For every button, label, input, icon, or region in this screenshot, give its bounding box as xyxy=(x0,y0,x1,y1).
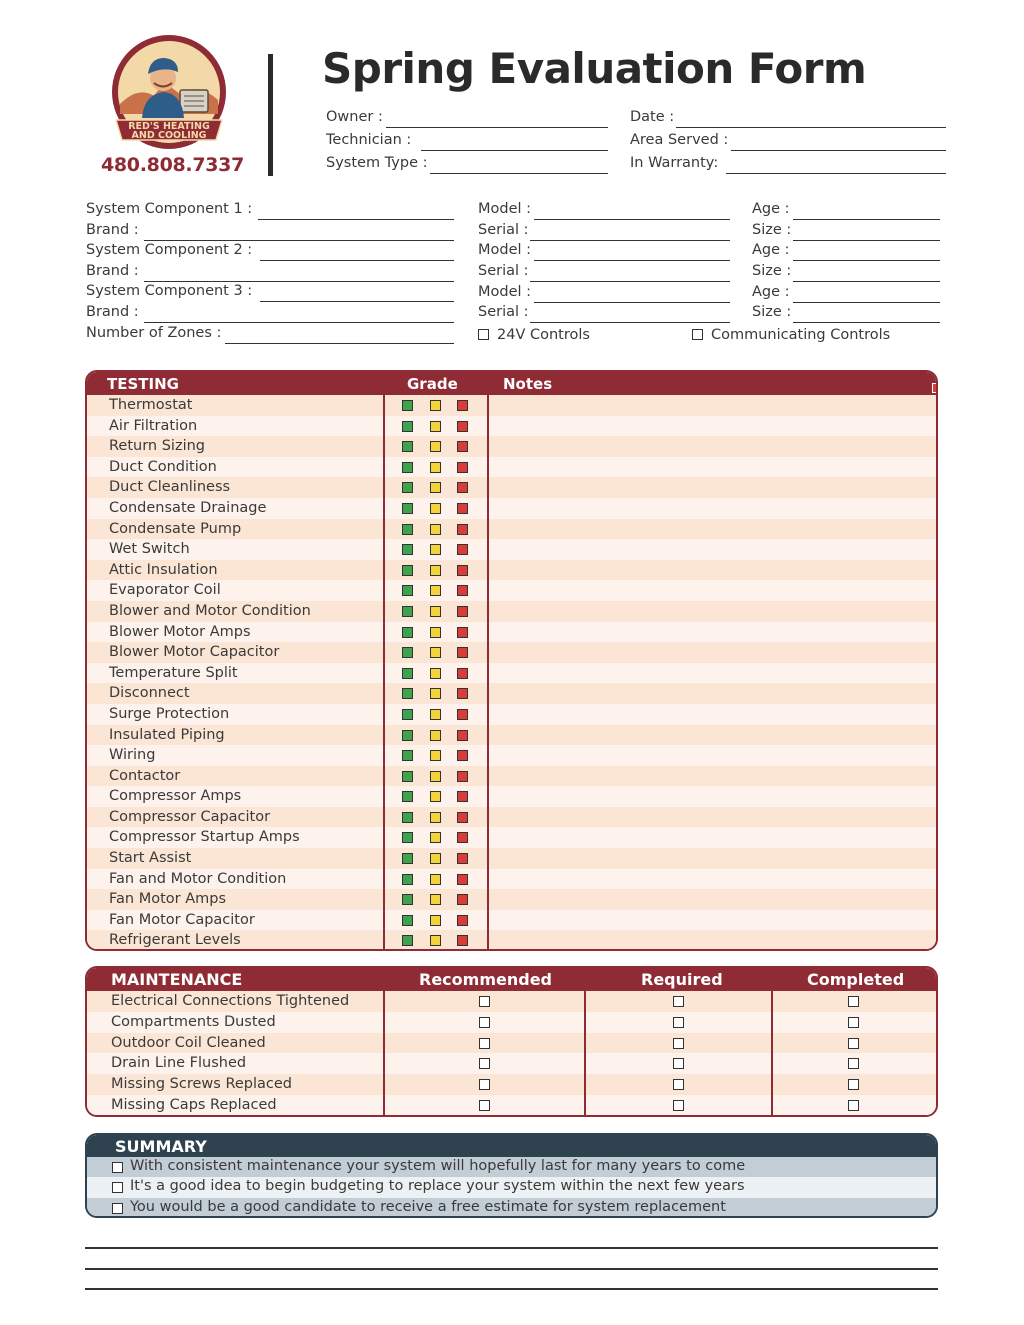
fail-checkbox[interactable] xyxy=(457,688,468,699)
pass-checkbox[interactable] xyxy=(402,606,413,617)
caution-checkbox[interactable] xyxy=(430,585,441,596)
recommended-checkbox[interactable] xyxy=(479,1058,490,1069)
caution-checkbox[interactable] xyxy=(430,400,441,411)
pass-checkbox[interactable] xyxy=(402,627,413,638)
required-checkbox[interactable] xyxy=(673,1017,684,1028)
fail-checkbox[interactable] xyxy=(457,524,468,535)
fail-checkbox[interactable] xyxy=(457,565,468,576)
pass-checkbox[interactable] xyxy=(402,791,413,802)
system-component-2-label: System Component 2 : xyxy=(86,242,253,258)
area-served-line xyxy=(731,150,946,152)
caution-checkbox[interactable] xyxy=(430,441,441,452)
pass-checkbox[interactable] xyxy=(402,894,413,905)
serial-2-field[interactable] xyxy=(478,262,730,282)
completed-checkbox[interactable] xyxy=(848,1038,859,1049)
controls-24v-label: 24V Controls xyxy=(497,327,590,343)
model-3-label: Model : xyxy=(478,284,532,300)
summary-option-label: You would be a good candidate to receive a free estimate for system replacement xyxy=(130,1198,726,1215)
completed-checkbox[interactable] xyxy=(848,1058,859,1069)
pass-checkbox[interactable] xyxy=(402,544,413,555)
recommended-checkbox[interactable] xyxy=(479,1038,490,1049)
brand-3-field[interactable] xyxy=(86,303,454,323)
maintenance-item-label: Compartments Dusted xyxy=(111,1013,276,1030)
caution-checkbox[interactable] xyxy=(430,812,441,823)
summary-option[interactable] xyxy=(87,1157,936,1177)
required-checkbox[interactable] xyxy=(673,1079,684,1090)
header-divider xyxy=(268,54,273,176)
maintenance-row xyxy=(87,1053,936,1074)
brand-2-field[interactable] xyxy=(86,262,454,282)
field-line xyxy=(260,301,454,303)
controls-24v-checkbox[interactable] xyxy=(478,329,489,340)
pass-checkbox[interactable] xyxy=(402,915,413,926)
age-2-field[interactable] xyxy=(752,241,940,261)
caution-checkbox[interactable] xyxy=(430,771,441,782)
testing-row xyxy=(87,663,936,684)
recommended-checkbox[interactable] xyxy=(479,1079,490,1090)
serial-1-field[interactable] xyxy=(478,221,730,241)
fail-checkbox[interactable] xyxy=(457,791,468,802)
testing-row xyxy=(87,498,936,519)
summary-rows xyxy=(87,1157,936,1218)
testing-item-label: Evaporator Coil xyxy=(109,582,221,599)
fail-checkbox[interactable] xyxy=(457,441,468,452)
logo-text-line1: RED'S HEATING xyxy=(128,121,210,132)
testing-item-label: Start Assist xyxy=(109,850,192,867)
summary-option[interactable] xyxy=(87,1198,936,1218)
testing-item-label: Wet Switch xyxy=(109,541,190,558)
grade-column-divider xyxy=(383,395,385,949)
size-2-field[interactable] xyxy=(752,262,940,282)
testing-row xyxy=(87,930,936,951)
testing-row xyxy=(87,683,936,704)
model-1-field[interactable] xyxy=(478,200,730,220)
testing-row xyxy=(87,539,936,560)
pass-checkbox[interactable] xyxy=(402,585,413,596)
testing-item-label: Blower Motor Amps xyxy=(109,623,251,640)
caution-checkbox[interactable] xyxy=(430,503,441,514)
testing-item-label: Surge Protection xyxy=(109,705,230,722)
brand-2-label: Brand : xyxy=(86,263,139,279)
fail-checkbox[interactable] xyxy=(457,647,468,658)
pass-checkbox[interactable] xyxy=(402,441,413,452)
completed-heading: Completed xyxy=(807,970,905,989)
logo-text-line2: AND COOLING xyxy=(131,130,207,141)
recommended-column-divider xyxy=(383,991,385,1115)
caution-checkbox[interactable] xyxy=(430,688,441,699)
in-warranty-field[interactable] xyxy=(630,154,946,174)
maintenance-row xyxy=(87,1095,936,1116)
date-label: Date : xyxy=(630,109,675,125)
testing-row xyxy=(87,601,936,622)
fail-checkbox[interactable] xyxy=(457,730,468,741)
recommended-checkbox[interactable] xyxy=(479,1017,490,1028)
pass-checkbox[interactable] xyxy=(402,668,413,679)
maintenance-header xyxy=(87,968,936,991)
size-1-field[interactable] xyxy=(752,221,940,241)
fail-checkbox[interactable] xyxy=(457,709,468,720)
age-3-field[interactable] xyxy=(752,283,940,303)
required-checkbox[interactable] xyxy=(673,996,684,1007)
pass-checkbox[interactable] xyxy=(402,832,413,843)
required-checkbox[interactable] xyxy=(673,1038,684,1049)
notes-line[interactable] xyxy=(85,1247,938,1249)
summary-checkbox[interactable] xyxy=(112,1182,123,1193)
maintenance-item-label: Missing Screws Replaced xyxy=(111,1076,293,1093)
testing-row xyxy=(87,642,936,663)
field-line xyxy=(260,260,454,262)
number-of-zones-label: Number of Zones : xyxy=(86,325,222,341)
testing-item-label: Contactor xyxy=(109,767,181,784)
completed-checkbox[interactable] xyxy=(848,1079,859,1090)
testing-item-label: Blower and Motor Condition xyxy=(109,602,311,619)
system-type-field[interactable] xyxy=(326,154,608,174)
testing-item-label: Thermostat xyxy=(109,397,193,413)
testing-row xyxy=(87,395,936,416)
testing-row xyxy=(87,457,936,478)
system-component-1-label: System Component 1 : xyxy=(86,201,253,217)
required-column-divider xyxy=(584,991,586,1115)
recommended-heading: Recommended xyxy=(419,970,552,989)
maintenance-table xyxy=(85,966,938,1117)
caution-checkbox[interactable] xyxy=(430,730,441,741)
pass-checkbox[interactable] xyxy=(402,421,413,432)
model-2-field[interactable] xyxy=(478,241,730,261)
caution-checkbox[interactable] xyxy=(430,421,441,432)
maintenance-rows xyxy=(87,991,936,1116)
caution-checkbox[interactable] xyxy=(430,935,441,946)
maintenance-item-label: Missing Caps Replaced xyxy=(111,1096,277,1113)
field-line xyxy=(258,219,454,221)
testing-row xyxy=(87,477,936,498)
fail-checkbox[interactable] xyxy=(457,421,468,432)
field-line xyxy=(793,281,940,283)
required-heading: Required xyxy=(641,970,723,989)
maintenance-item-label: Electrical Connections Tightened xyxy=(111,993,350,1009)
summary-section xyxy=(85,1133,938,1218)
testing-row xyxy=(87,869,936,890)
caution-checkbox[interactable] xyxy=(430,544,441,555)
age-2-label: Age : xyxy=(752,242,790,258)
field-line xyxy=(144,322,454,324)
testing-row xyxy=(87,436,936,457)
field-line xyxy=(793,260,940,262)
recommended-checkbox[interactable] xyxy=(479,1100,490,1111)
number-of-zones-field[interactable] xyxy=(86,324,454,344)
testing-row xyxy=(87,745,936,766)
technician-label: Technician : xyxy=(326,132,412,148)
testing-row xyxy=(87,807,936,828)
in-warranty-label: In Warranty: xyxy=(630,155,719,171)
model-2-label: Model : xyxy=(478,242,532,258)
maintenance-row xyxy=(87,1074,936,1095)
testing-item-label: Condensate Pump xyxy=(109,520,242,537)
caution-checkbox[interactable] xyxy=(430,750,441,761)
testing-item-label: Attic Insulation xyxy=(109,561,218,578)
testing-item-label: Insulated Piping xyxy=(109,726,225,743)
testing-item-label: Temperature Split xyxy=(109,664,238,681)
caution-checkbox[interactable] xyxy=(430,565,441,576)
testing-row xyxy=(87,416,936,437)
phone-number: 480.808.7337 xyxy=(100,154,245,176)
serial-3-field[interactable] xyxy=(478,303,730,323)
notes-heading: Notes xyxy=(503,375,553,393)
testing-item-label: Compressor Capacitor xyxy=(109,808,271,825)
fail-checkbox[interactable] xyxy=(457,544,468,555)
technician-field[interactable] xyxy=(326,131,608,151)
testing-item-label: Refrigerant Levels xyxy=(109,932,241,949)
testing-item-label: Fan and Motor Condition xyxy=(109,870,287,887)
testing-item-label: Blower Motor Capacitor xyxy=(109,644,280,661)
maintenance-item-label: Outdoor Coil Cleaned xyxy=(111,1034,266,1051)
testing-heading: TESTING xyxy=(107,375,179,393)
system-type-label: System Type : xyxy=(326,155,428,171)
testing-row xyxy=(87,580,936,601)
fail-checkbox[interactable] xyxy=(457,606,468,617)
testing-row xyxy=(87,519,936,540)
completed-checkbox[interactable] xyxy=(848,1017,859,1028)
pass-checkbox[interactable] xyxy=(402,812,413,823)
field-line xyxy=(530,281,730,283)
pass-checkbox[interactable] xyxy=(402,524,413,535)
testing-row xyxy=(87,766,936,787)
fail-checkbox[interactable] xyxy=(457,832,468,843)
testing-row xyxy=(87,827,936,848)
summary-heading: SUMMARY xyxy=(115,1137,207,1156)
summary-option-label: It's a good idea to begin budgeting to replace your system within the next few years xyxy=(130,1178,745,1195)
notes-column-divider xyxy=(487,395,489,949)
system-component-3-field[interactable] xyxy=(86,282,454,302)
summary-header xyxy=(87,1135,936,1157)
maintenance-heading: MAINTENANCE xyxy=(111,970,243,989)
age-3-label: Age : xyxy=(752,284,790,300)
size-3-field[interactable] xyxy=(752,303,940,323)
notes-line[interactable] xyxy=(85,1268,938,1270)
area-served-field[interactable] xyxy=(630,131,946,151)
owner-line xyxy=(386,127,608,129)
pass-checkbox[interactable] xyxy=(402,935,413,946)
brand-1-label: Brand : xyxy=(86,222,139,238)
fail-checkbox[interactable] xyxy=(457,771,468,782)
summary-checkbox[interactable] xyxy=(112,1203,123,1214)
testing-item-label: Condensate Drainage xyxy=(109,499,267,516)
pass-checkbox[interactable] xyxy=(402,462,413,473)
system-component-1-field[interactable] xyxy=(86,200,454,220)
pass-checkbox[interactable] xyxy=(402,647,413,658)
area-served-label: Area Served : xyxy=(630,132,729,148)
technician-line xyxy=(421,150,608,152)
fail-checkbox[interactable] xyxy=(457,627,468,638)
date-line xyxy=(676,127,946,129)
fail-checkbox[interactable] xyxy=(457,750,468,761)
system-component-2-field[interactable] xyxy=(86,241,454,261)
required-checkbox[interactable] xyxy=(673,1100,684,1111)
age-1-label: Age : xyxy=(752,201,790,217)
caution-checkbox[interactable] xyxy=(430,647,441,658)
pass-checkbox[interactable] xyxy=(402,771,413,782)
pass-checkbox[interactable] xyxy=(402,565,413,576)
testing-item-label: Compressor Amps xyxy=(109,788,242,805)
model-1-label: Model : xyxy=(478,201,532,217)
testing-item-label: Return Sizing xyxy=(109,438,205,455)
pass-checkbox[interactable] xyxy=(402,482,413,493)
caution-checkbox[interactable] xyxy=(430,482,441,493)
communicating-controls-checkbox[interactable] xyxy=(692,329,703,340)
communicating-controls-label: Communicating Controls xyxy=(711,327,891,343)
fail-checkbox[interactable] xyxy=(457,874,468,885)
field-line xyxy=(225,343,454,345)
completed-checkbox[interactable] xyxy=(848,1100,859,1111)
fail-checkbox[interactable] xyxy=(457,915,468,926)
fail-checkbox[interactable] xyxy=(457,894,468,905)
in-warranty-line xyxy=(726,173,946,175)
caution-checkbox[interactable] xyxy=(430,915,441,926)
company-logo xyxy=(108,34,230,156)
field-line xyxy=(793,322,940,324)
testing-row xyxy=(87,622,936,643)
fail-checkbox[interactable] xyxy=(457,585,468,596)
size-2-label: Size : xyxy=(752,263,792,279)
system-type-line xyxy=(430,173,608,175)
caution-checkbox[interactable] xyxy=(430,606,441,617)
pass-checkbox[interactable] xyxy=(402,709,413,720)
recommended-checkbox[interactable] xyxy=(479,996,490,1007)
system-component-3-label: System Component 3 : xyxy=(86,283,253,299)
testing-row xyxy=(87,889,936,910)
testing-table xyxy=(85,370,938,951)
testing-row xyxy=(87,848,936,869)
serial-2-label: Serial : xyxy=(478,263,529,279)
field-line xyxy=(534,260,730,262)
testing-item-label: Fan Motor Capacitor xyxy=(109,911,255,928)
fail-checkbox[interactable] xyxy=(457,503,468,514)
fail-checkbox[interactable] xyxy=(457,935,468,946)
serial-3-label: Serial : xyxy=(478,304,529,320)
field-line xyxy=(534,219,730,221)
pass-checkbox[interactable] xyxy=(402,874,413,885)
required-checkbox[interactable] xyxy=(673,1058,684,1069)
maintenance-row xyxy=(87,1033,936,1054)
testing-item-label: Wiring xyxy=(109,747,156,764)
testing-row xyxy=(87,910,936,931)
caution-checkbox[interactable] xyxy=(430,874,441,885)
pass-checkbox[interactable] xyxy=(402,730,413,741)
completed-checkbox[interactable] xyxy=(848,996,859,1007)
pass-checkbox[interactable] xyxy=(402,400,413,411)
field-line xyxy=(793,219,940,221)
caution-checkbox[interactable] xyxy=(430,524,441,535)
owner-field[interactable] xyxy=(326,108,608,128)
brand-1-field[interactable] xyxy=(86,221,454,241)
controls-24v-option[interactable] xyxy=(478,327,590,343)
size-3-label: Size : xyxy=(752,304,792,320)
caution-checkbox[interactable] xyxy=(430,668,441,679)
fail-checkbox[interactable] xyxy=(457,853,468,864)
caution-checkbox[interactable] xyxy=(430,894,441,905)
date-field[interactable] xyxy=(630,108,946,128)
serial-1-label: Serial : xyxy=(478,222,529,238)
pass-checkbox[interactable] xyxy=(402,503,413,514)
maintenance-row xyxy=(87,1012,936,1033)
testing-row xyxy=(87,725,936,746)
model-3-field[interactable] xyxy=(478,283,730,303)
communicating-controls-option[interactable] xyxy=(692,327,890,343)
grade-heading: Grade xyxy=(407,375,458,393)
caution-checkbox[interactable] xyxy=(430,832,441,843)
testing-item-label: Fan Motor Amps xyxy=(109,891,227,908)
summary-option-label: With consistent maintenance your system will hopefully last for many years to come xyxy=(130,1158,746,1174)
testing-item-label: Compressor Startup Amps xyxy=(109,829,300,846)
caution-checkbox[interactable] xyxy=(430,627,441,638)
fail-checkbox[interactable] xyxy=(457,812,468,823)
fail-checkbox[interactable] xyxy=(457,668,468,679)
owner-label: Owner : xyxy=(326,109,383,125)
caution-checkbox[interactable] xyxy=(430,853,441,864)
testing-row xyxy=(87,786,936,807)
brand-3-label: Brand : xyxy=(86,304,139,320)
pass-checkbox[interactable] xyxy=(402,688,413,699)
pass-checkbox[interactable] xyxy=(402,853,413,864)
field-line xyxy=(530,322,730,324)
pass-checkbox[interactable] xyxy=(402,750,413,761)
testing-item-label: Air Filtration xyxy=(109,417,198,434)
fail-checkbox[interactable] xyxy=(457,482,468,493)
summary-option[interactable] xyxy=(87,1177,936,1197)
testing-header xyxy=(87,372,936,395)
fail-swatch-icon xyxy=(932,383,938,393)
testing-row xyxy=(87,704,936,725)
size-1-label: Size : xyxy=(752,222,792,238)
testing-rows xyxy=(87,395,936,951)
completed-column-divider xyxy=(771,991,773,1115)
testing-row xyxy=(87,560,936,581)
maintenance-row xyxy=(87,991,936,1012)
age-1-field[interactable] xyxy=(752,200,940,220)
fail-checkbox[interactable] xyxy=(457,400,468,411)
summary-checkbox[interactable] xyxy=(112,1162,123,1173)
fail-checkbox[interactable] xyxy=(457,462,468,473)
testing-item-label: Disconnect xyxy=(109,685,190,702)
testing-item-label: Duct Cleanliness xyxy=(109,479,231,496)
caution-checkbox[interactable] xyxy=(430,791,441,802)
notes-line[interactable] xyxy=(85,1288,938,1290)
caution-checkbox[interactable] xyxy=(430,709,441,720)
caution-checkbox[interactable] xyxy=(430,462,441,473)
maintenance-item-label: Drain Line Flushed xyxy=(111,1055,247,1072)
testing-item-label: Duct Condition xyxy=(109,458,217,475)
page-title: Spring Evaluation Form xyxy=(322,44,867,93)
